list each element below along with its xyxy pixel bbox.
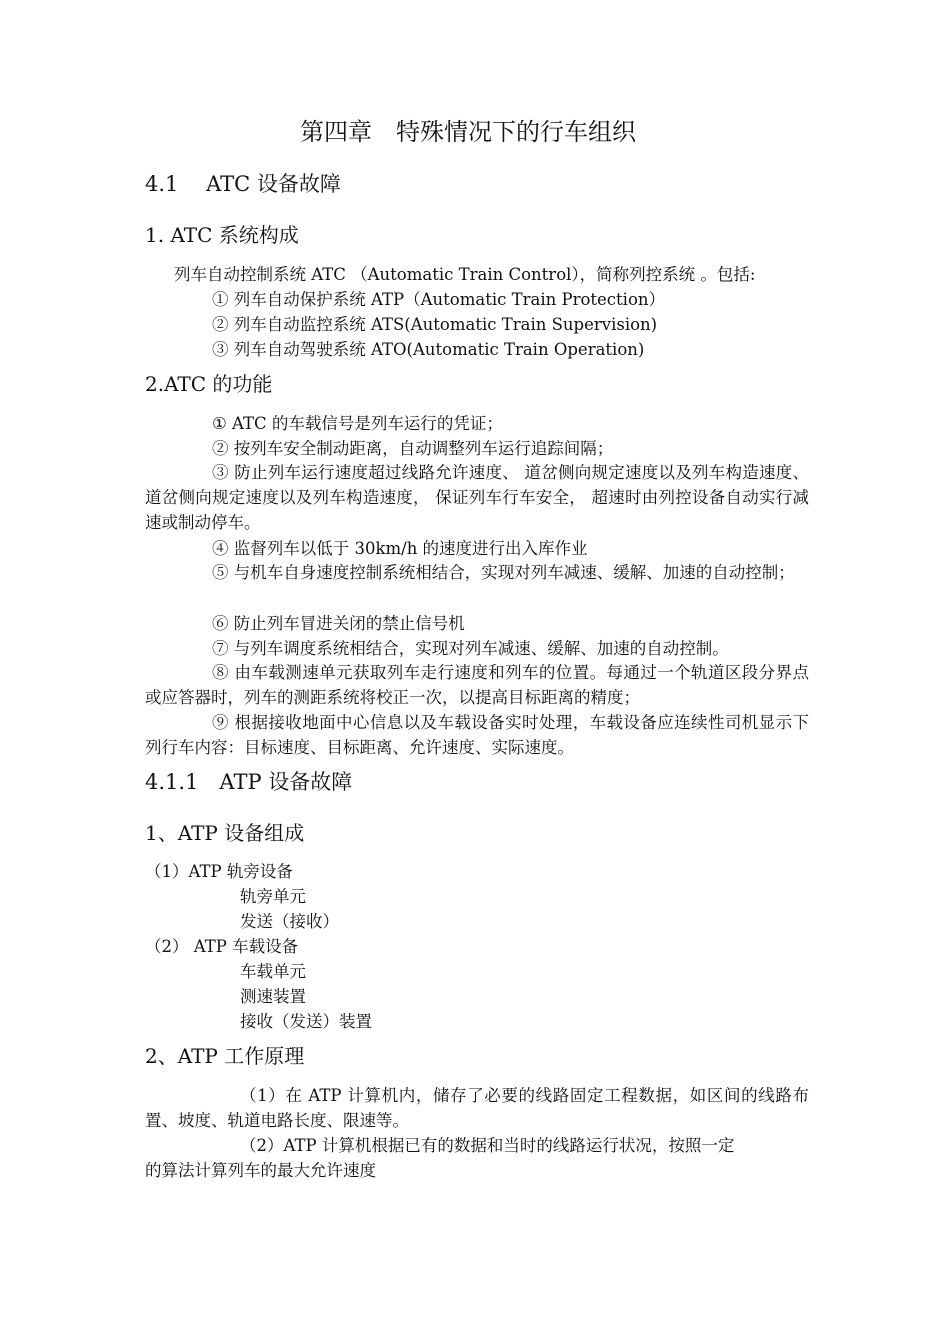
- atc-function-item: ⑧ 由车载测速单元获取列车走行速度和列车的位置。每通过一个轨道区段分界点或应答器时，列车的测距系统将校正一次，以提高目标距离的精度；: [145, 663, 809, 707]
- atc-component-item: ① 列车自动保护系统 ATP（Automatic Train Protection）: [212, 290, 666, 309]
- subheading-atc-composition: 1. ATC 系统构成: [145, 223, 299, 247]
- chapter-title: 第四章 特殊情况下的行车组织: [300, 118, 636, 146]
- atp-group-item: 发送（接收）: [240, 912, 339, 931]
- subheading-atp-principle: 2、ATP 工作原理: [145, 1044, 305, 1068]
- subheading-atc-functions: 2.ATC 的功能: [145, 372, 273, 396]
- atc-function-item: ⑨ 根据接收地面中心信息以及车载设备实时处理，车载设备应连续性司机显示下列行车内容：目标速度、目标距离、允许速度、实际速度。: [145, 713, 809, 757]
- atc-function-item: ② 按列车安全制动距离，自动调整列车运行追踪间隔；: [212, 439, 614, 458]
- atp-group-label: （1）ATP 轨旁设备: [145, 862, 293, 881]
- atc-function-item: ③ 防止列车运行速度超过线路允许速度、 道岔侧向规定速度以及列车构造速度、道岔侧向规定速度以及列车构造速度， 保证列车行车安全， 超速时由列控设备自动实行减速或制动停车。: [145, 463, 809, 532]
- atc-intro-paragraph: 列车自动控制系统 ATC （Automatic Train Control），简称列控系统 。包括:: [174, 265, 756, 284]
- section-heading-4-1: 4.1 ATC 设备故障: [145, 172, 341, 196]
- atp-principle-paragraph: 的算法计算列车的最大允许速度: [145, 1161, 376, 1180]
- atc-component-item: ② 列车自动监控系统 ATS(Automatic Train Supervision): [212, 315, 658, 334]
- atp-group-item: 车载单元: [240, 962, 306, 981]
- atp-group-item: 测速装置: [240, 987, 306, 1006]
- atp-group-label: （2） ATP 车载设备: [145, 937, 299, 956]
- atp-principle-paragraph: （1）在 ATP 计算机内，储存了必要的线路固定工程数据，如区间的线路布置、坡度、轨道电路长度、限速等。: [145, 1086, 809, 1130]
- atp-group-item: 接收（发送）装置: [240, 1012, 372, 1031]
- section-heading-4-1-1: 4.1.1 ATP 设备故障: [145, 770, 353, 794]
- atc-function-item: ⑦ 与列车调度系统相结合，实现对列车减速、缓解、加速的自动控制。: [212, 639, 729, 658]
- atc-function-item: ⑤ 与机车自身速度控制系统相结合，实现对列车减速、缓解、加速的自动控制；: [212, 563, 795, 582]
- atp-group-item: 轨旁单元: [240, 887, 306, 906]
- atp-principle-paragraph: （2）ATP 计算机根据已有的数据和当时的线路运行状况，按照一定: [240, 1136, 735, 1155]
- atc-function-item: ⑥ 防止列车冒进关闭的禁止信号机: [212, 614, 465, 633]
- atc-function-item: ① ATC 的车载信号是列车运行的凭证；: [212, 414, 503, 433]
- atc-function-item: ④ 监督列车以低于 30km/h 的速度进行出入库作业: [212, 539, 588, 558]
- subheading-atp-composition: 1、ATP 设备组成: [145, 821, 305, 845]
- atc-component-item: ③ 列车自动驾驶系统 ATO(Automatic Train Operation): [212, 340, 645, 359]
